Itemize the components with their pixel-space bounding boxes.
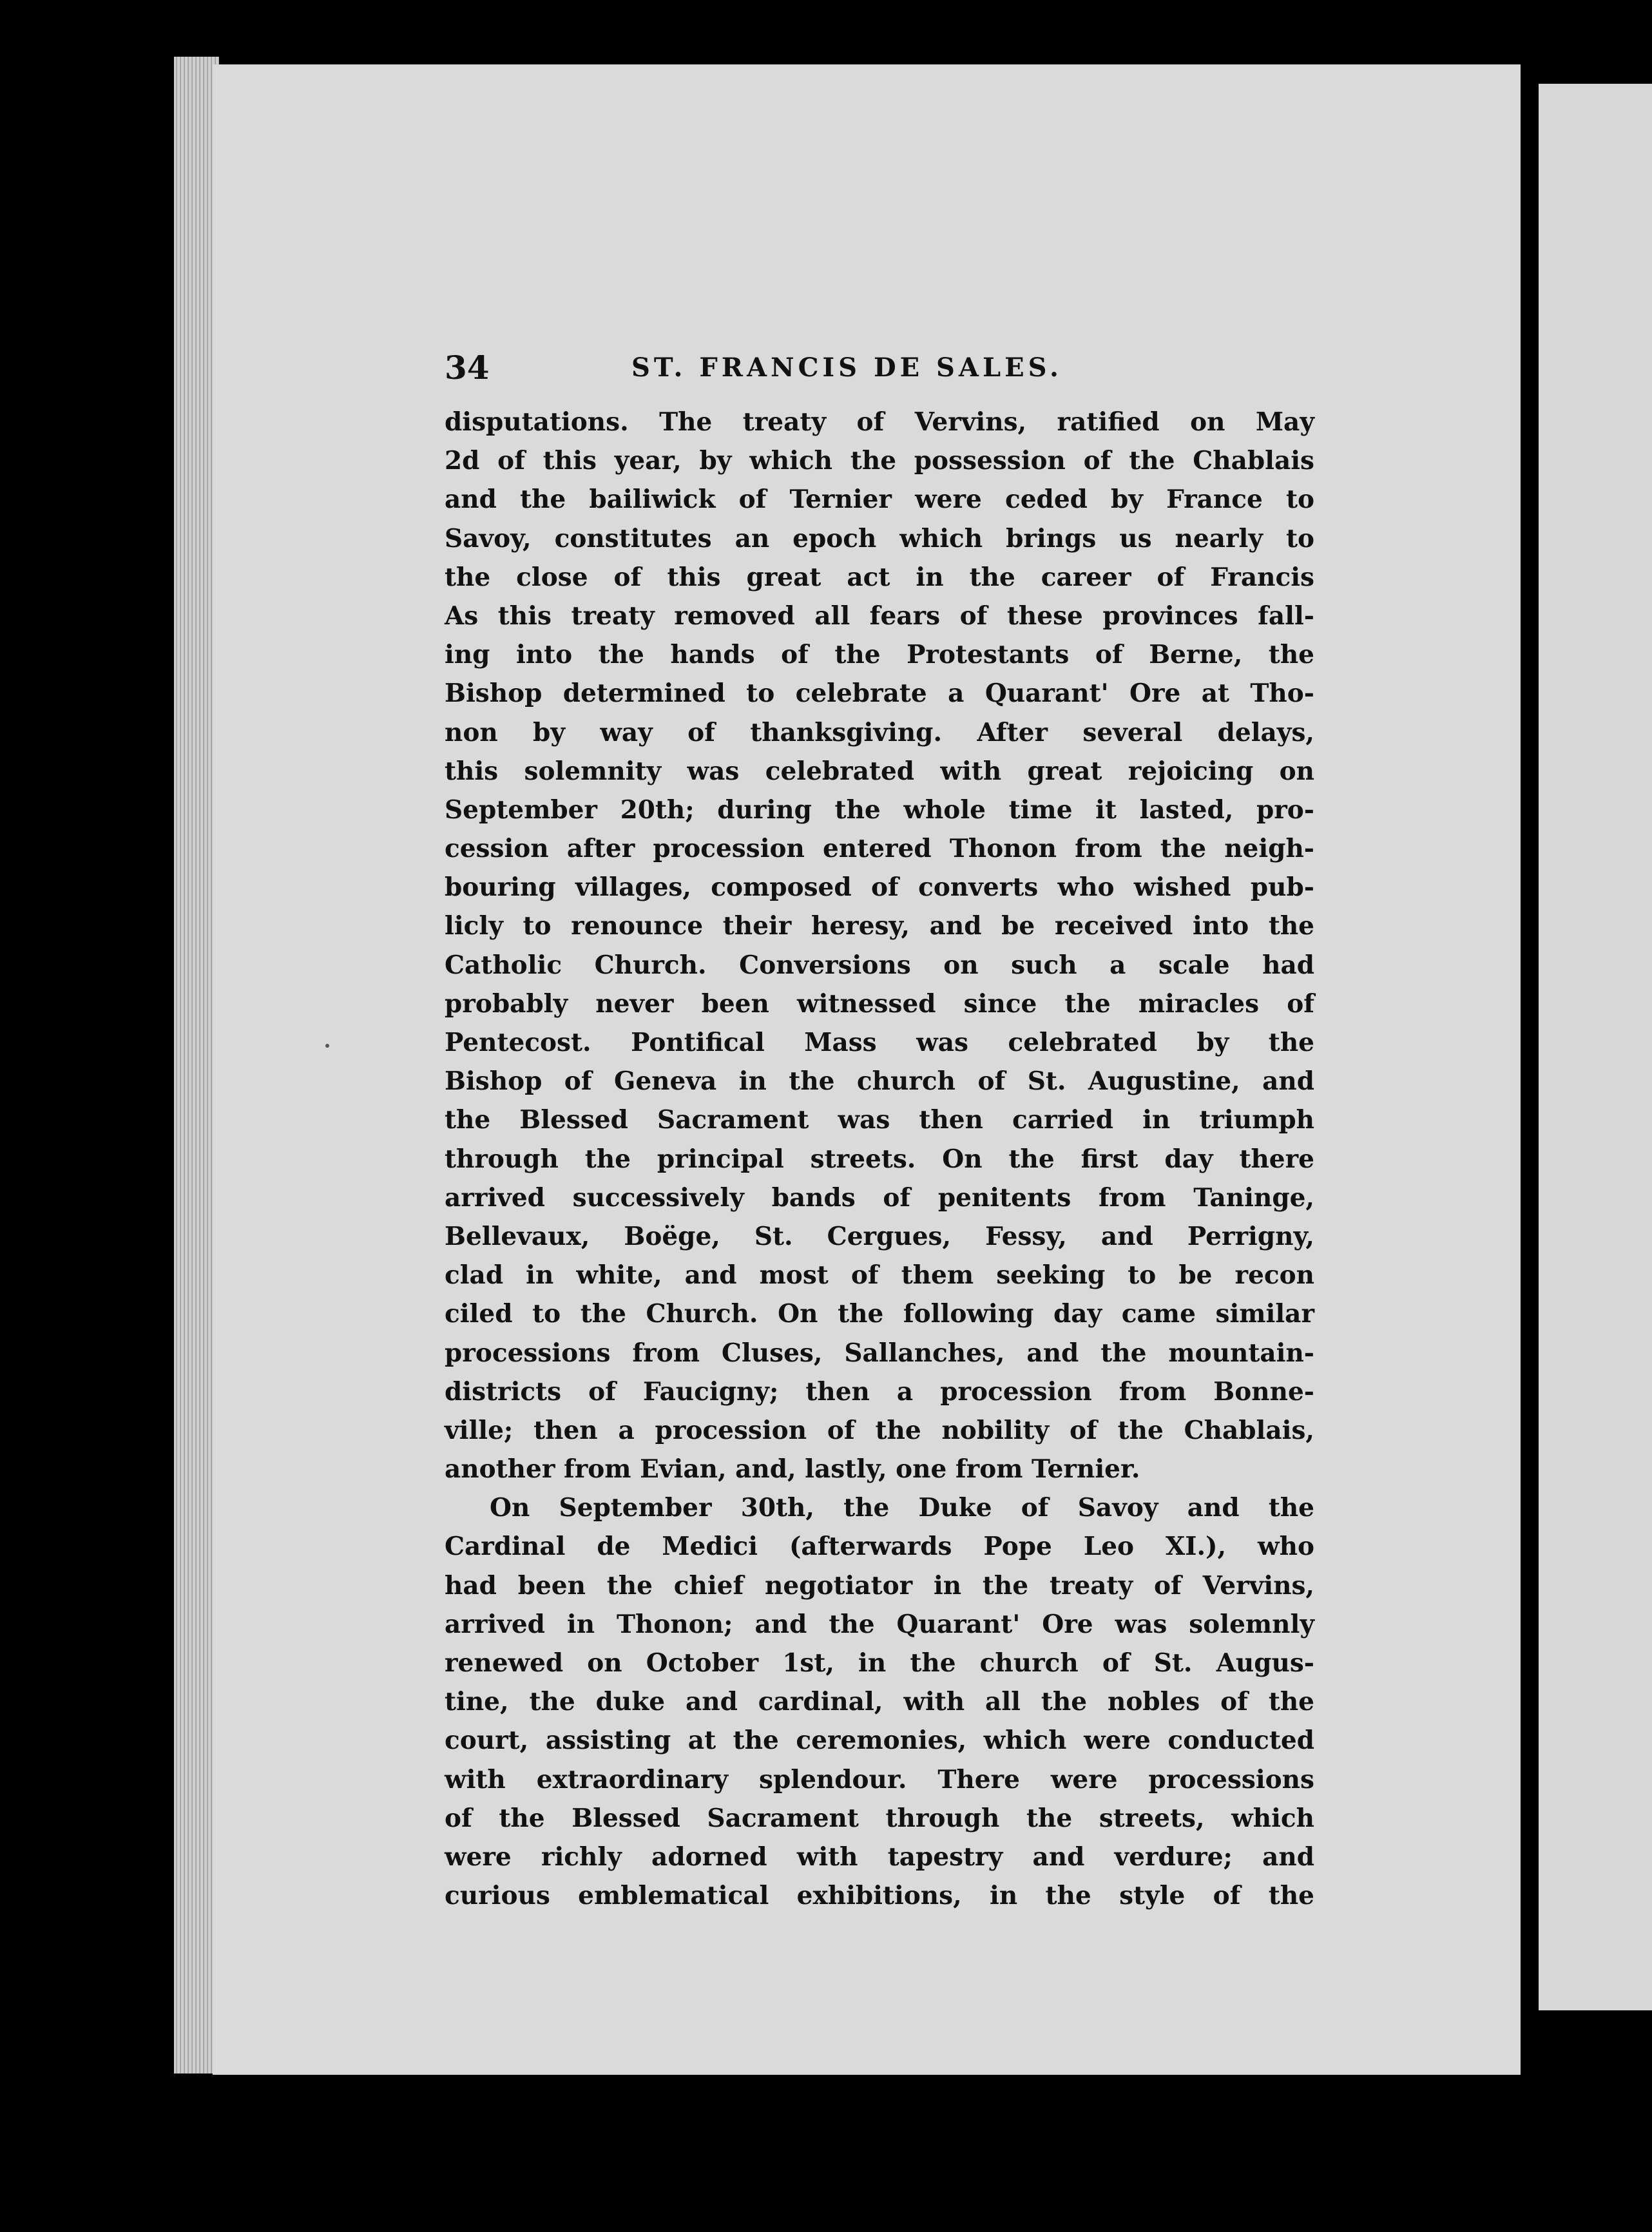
scan-speck [325, 1044, 329, 1048]
text-line: 2d of this year, by which the possession of the Chablais [445, 446, 1314, 476]
text-line: processions from Cluses, Sallanches, and the mountain- [445, 1338, 1314, 1368]
page-number: 34 [445, 348, 490, 387]
text-line: Cardinal de Medici (afterwards Pope Leo XI.), who [445, 1532, 1314, 1562]
text-line: Bishop determined to celebrate a Quarant' Ore at Tho- [445, 678, 1314, 709]
text-line: through the principal streets. On the first day there [445, 1144, 1314, 1174]
body-text [445, 403, 1314, 1915]
text-line: the Blessed Sacrament was then carried in triumph [445, 1105, 1314, 1135]
text-line: clad in white, and most of them seeking to be recon [445, 1260, 1314, 1291]
text-line: Bellevaux, Boëge, St. Cergues, Fessy, and Perrigny, [445, 1221, 1314, 1251]
text-line: arrived in Thonon; and the Quarant' Ore was solemnly [445, 1609, 1314, 1639]
text-line: non by way of thanksgiving. After several delays, [445, 717, 1314, 747]
text-line: tine, the duke and cardinal, with all the nobles of the [445, 1687, 1314, 1717]
text-line: bouring villages, composed of converts who wished pub- [445, 872, 1314, 903]
text-line: On September 30th, the Duke of Savoy and the [490, 1493, 1314, 1523]
text-line: ciled to the Church. On the following day came similar [445, 1299, 1314, 1329]
text-line: probably never been witnessed since the miracles of [445, 988, 1314, 1019]
text-line: the close of this great act in the career of Francis [445, 562, 1314, 592]
text-line: this solemnity was celebrated with great rejoicing on [445, 756, 1314, 786]
text-line: of the Blessed Sacrament through the streets, which [445, 1803, 1314, 1833]
text-line: As this treaty removed all fears of these provinces fall- [445, 601, 1314, 631]
text-line: districts of Faucigny; then a procession from Bonne- [445, 1376, 1314, 1407]
text-line: Savoy, constitutes an epoch which brings us nearly to [445, 523, 1314, 553]
text-line: with extraordinary splendour. There were processions [445, 1764, 1314, 1794]
text-line: ville; then a procession of the nobility of the Chablais, [445, 1415, 1314, 1445]
running-head [445, 342, 1379, 393]
text-line: and the bailiwick of Ternier were ceded by France to [445, 485, 1314, 515]
text-line: Bishop of Geneva in the church of St. Augustine, and [445, 1066, 1314, 1097]
text-line: licly to renounce their heresy, and be received into the [445, 911, 1314, 941]
facing-page-edge [1539, 84, 1652, 2010]
text-line: disputations. The treaty of Vervins, ratified on May [445, 407, 1314, 437]
text-line: Pentecost. Pontifical Mass was celebrated by the [445, 1028, 1314, 1057]
text-line: another from Evian, and, lastly, one from Ternier. [445, 1454, 1140, 1485]
text-line: Catholic Church. Conversions on such a scale had [445, 950, 1314, 980]
running-title: ST. FRANCIS DE SALES. [631, 352, 1062, 383]
text-line: arrived successively bands of penitents from Taninge, [445, 1182, 1314, 1213]
text-line: had been the chief negotiator in the treaty of Vervins, [445, 1570, 1314, 1601]
book-gutter [1521, 64, 1539, 2075]
text-line: were richly adorned with tapestry and verdure; and [445, 1842, 1314, 1872]
text-line: court, assisting at the ceremonies, which were conducted [445, 1726, 1314, 1756]
text-line: curious emblematical exhibitions, in the style of the [445, 1881, 1314, 1911]
text-line: September 20th; during the whole time it lasted, pro- [445, 794, 1314, 825]
text-line: ing into the hands of the Protestants of Berne, the [445, 640, 1314, 670]
text-line: renewed on October 1st, in the church of St. Augus- [445, 1648, 1314, 1678]
text-line: cession after procession entered Thonon from the neigh- [445, 834, 1314, 864]
